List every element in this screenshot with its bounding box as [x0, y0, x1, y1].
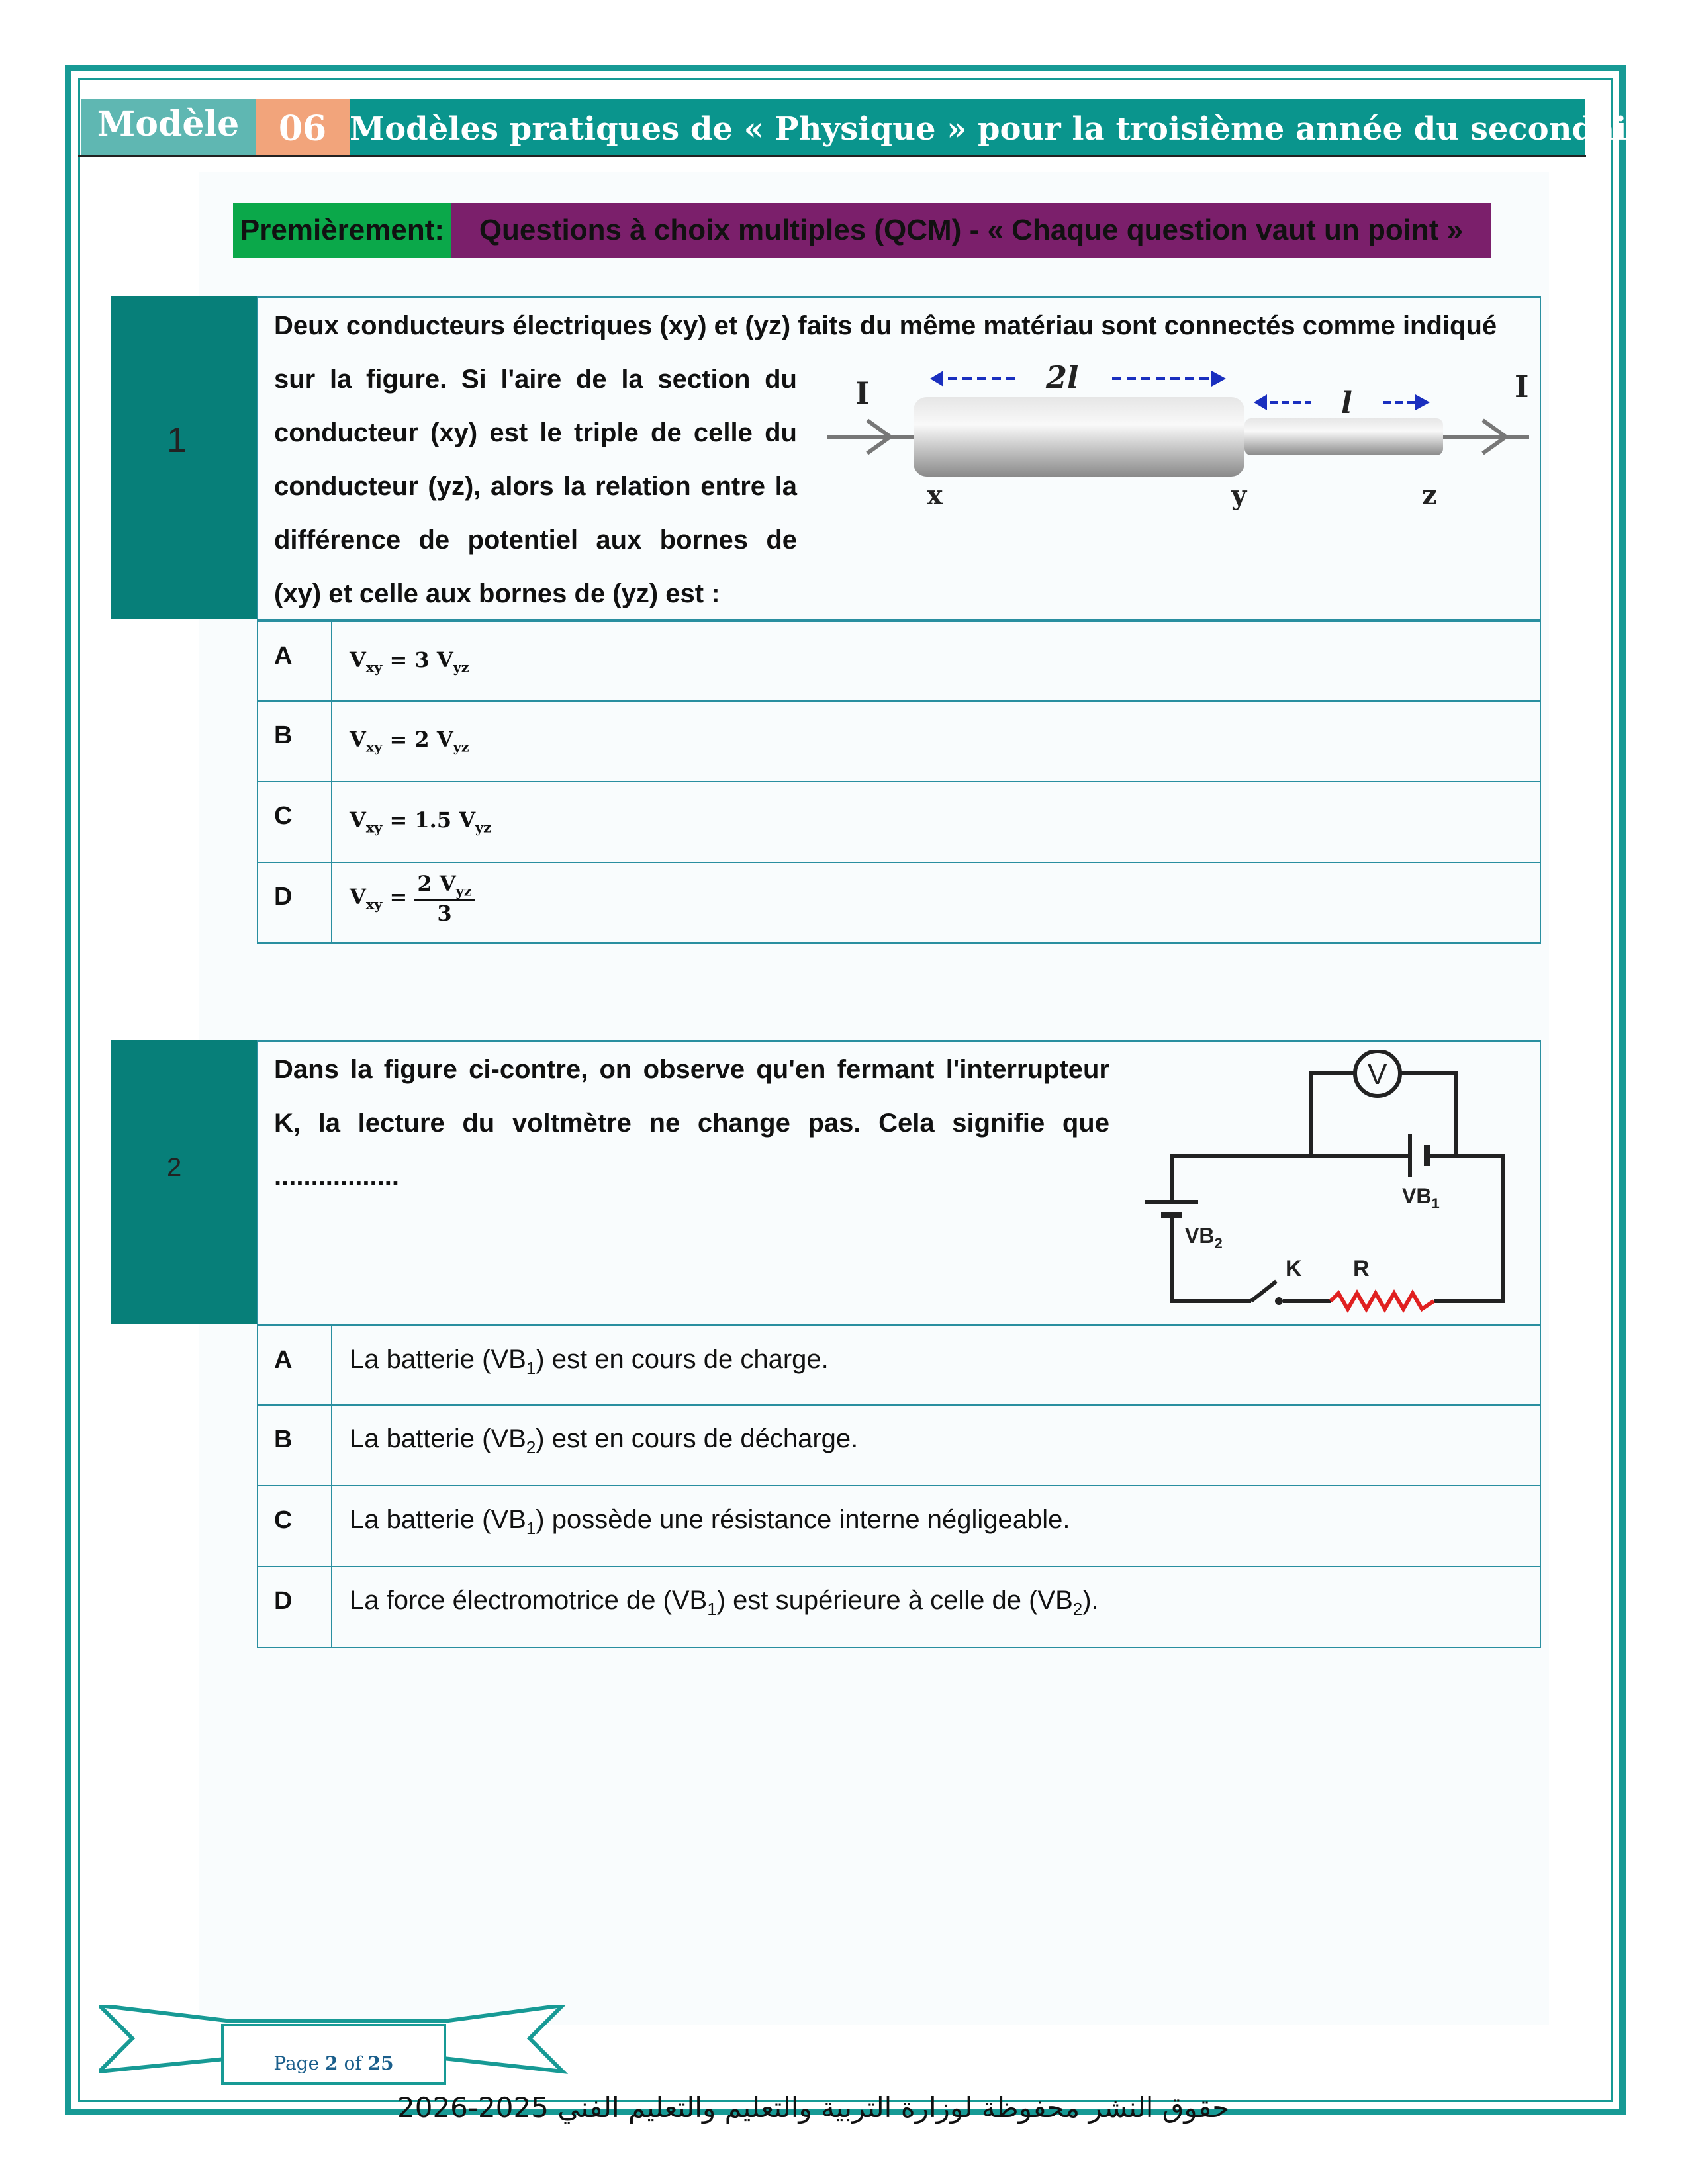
question-number-2-label: 2 [167, 1153, 182, 1182]
option-letter: A [258, 622, 332, 700]
option-letter: D [258, 863, 332, 942]
option-formula: $V_{xy}$ = $\frac{2 V_{yz}}{3}$ [350, 871, 475, 926]
resistor-r-icon [1331, 1293, 1434, 1309]
conductor-figure [821, 357, 1549, 516]
question-2-option-d[interactable] [257, 1567, 1541, 1648]
question-1-option-b[interactable] [257, 702, 1541, 782]
question-2-option-b[interactable] [257, 1406, 1541, 1486]
switch-k-label: K [1286, 1256, 1302, 1281]
point-label-x: x [927, 480, 943, 511]
point-label-y: y [1231, 480, 1247, 511]
voltmeter-label: V [1368, 1058, 1387, 1091]
arrowhead-icon [1254, 394, 1267, 410]
question-1-text-line1: Deux conducteurs électriques (xy) et (yz) faits du même matériau sont connectés comme indiqué [274, 311, 1497, 340]
question-1-option-c[interactable] [257, 782, 1541, 863]
question-number-1-label: 1 [167, 420, 187, 460]
current-label-right: I [1515, 369, 1529, 404]
model-number: 06 [256, 99, 350, 155]
circuit-figure [1132, 1050, 1516, 1314]
question-1-option-a[interactable] [257, 621, 1541, 702]
battery-vb2-label: $VB_2$ [1185, 1224, 1223, 1251]
length-label-l: l [1341, 387, 1352, 420]
arrowhead-icon [1211, 371, 1226, 387]
switch-k-icon [1251, 1281, 1276, 1301]
option-letter: A [258, 1326, 332, 1404]
option-text: La batterie $(VB_1)$ possède une résistance interne négligeable. [350, 1505, 1070, 1538]
question-1-text-wrap: sur la figure. Si l'aire de la section du conducteur (xy) est le triple de celle du conducteur (yz), alors la relation entre la différence de potentiel aux bornes de (xy) et celle aux bornes de (yz) est : [274, 365, 797, 608]
header-divider [78, 155, 1586, 157]
page-title: Modèles pratiques de « Physique » pour la troisième année du secondaire [350, 99, 1585, 155]
option-text: La batterie $(VB_1)$ est en cours de charge. [350, 1345, 829, 1378]
question-2-text: Dans la figure ci-contre, on observe qu'en fermant l'interrupteur K, la lecture du voltmètre ne change pas. Cela signifie que ................. [274, 1055, 1109, 1191]
option-text: La force électromotrice de $(VB_1)$ est supérieure à celle de $(VB_2)$. [350, 1586, 1099, 1619]
conductor-yz [1244, 418, 1443, 455]
page-number-box: Page 2 of 25 [221, 2024, 446, 2085]
right-wire [1427, 1156, 1503, 1301]
option-formula: $V_{xy} = 1.5$ $V_{yz}$ [350, 807, 491, 836]
question-2-option-c[interactable] [257, 1486, 1541, 1567]
conductor-xy [914, 397, 1244, 477]
switch-contact-icon [1275, 1297, 1283, 1305]
option-formula: $V_{xy} = 3$ $V_{yz}$ [350, 647, 469, 676]
section-title: Questions à choix multiples (QCM) - « Chaque question vaut un point » [451, 203, 1491, 258]
battery-vb1-label: $VB_1$ [1402, 1184, 1440, 1212]
question-1-option-d[interactable] [257, 863, 1541, 944]
arrowhead-icon [1415, 394, 1430, 410]
option-letter: B [258, 702, 332, 781]
question-number-1 [111, 296, 257, 619]
section-label: Premièrement: [233, 203, 451, 258]
arrowhead-icon [930, 371, 943, 387]
option-letter: D [258, 1567, 332, 1647]
option-text: La batterie $(VB_2)$ est en cours de décharge. [350, 1424, 859, 1457]
question-2-option-a[interactable] [257, 1325, 1541, 1406]
option-letter: B [258, 1406, 332, 1485]
model-label: Modèle [81, 99, 256, 155]
option-formula: $V_{xy} = 2$ $V_{yz}$ [350, 727, 469, 755]
resistor-r-label: R [1353, 1256, 1370, 1281]
voltmeter-wire-left [1311, 1073, 1354, 1084]
option-letter: C [258, 782, 332, 862]
copyright-notice: حقوق النشر محفوظة لوزارة التربية والتعليم والتعليم الفني 2025-2026 [397, 2091, 1230, 2124]
current-label-left: I [855, 375, 870, 411]
length-label-2l: 2l [1046, 359, 1079, 395]
option-letter: C [258, 1486, 332, 1566]
top-wire-left [1172, 1156, 1410, 1202]
question-number-2 [111, 1040, 257, 1324]
point-label-z: z [1422, 480, 1437, 511]
